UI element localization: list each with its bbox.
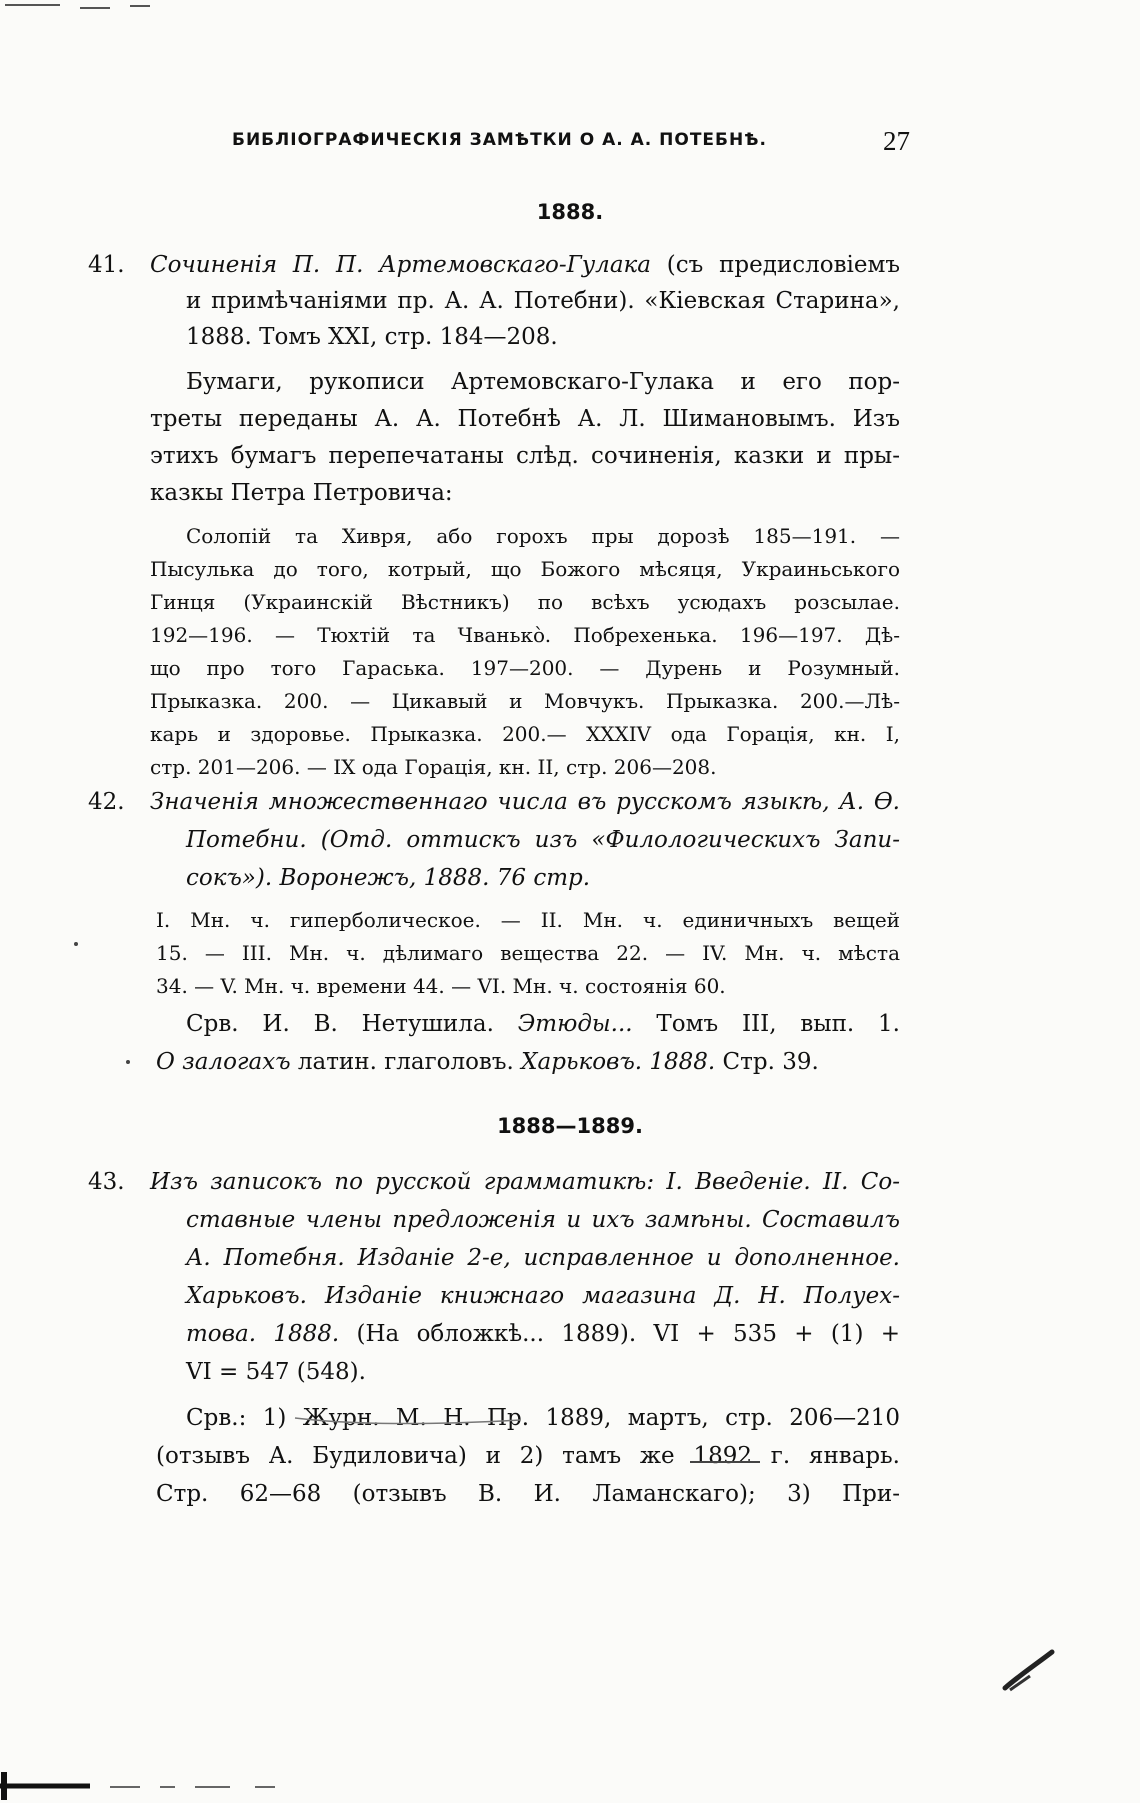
entry-line: това. 1888. (На обложкѣ... 1889). VI + 535 + (1) +	[186, 1321, 900, 1347]
entry-line: и примѣчанiями пр. А. А. Потебни). «Кiевская Старина»,	[186, 288, 900, 314]
entry-title-line: Значенiя множественнаго числа въ русскомъ языкѣ, А. Ѳ.	[150, 789, 900, 815]
entry-number: 41.	[88, 252, 125, 278]
work-title: Сочиненiя П. П. Артемовскаго-Гулака	[150, 252, 651, 278]
entry-title-line: Сочиненiя П. П. Артемовскаго-Гулака (съ предисловiемъ	[150, 252, 901, 278]
description-line: Бумаги, рукописи Артемовскаго-Гулака и его пор-	[186, 369, 900, 395]
entry-number: 42.	[88, 789, 125, 815]
section-year-1888-1889: 1888—1889.	[497, 1114, 643, 1138]
scan-dot	[74, 942, 78, 946]
entry-title-line: А. Потебня. Изданiе 2-е, исправленное и дополненное.	[186, 1245, 900, 1271]
entry-title-line: Потебни. (Отд. оттискъ изъ «Филологическихъ Запи-	[186, 827, 900, 853]
description-line: этихъ бумагъ перепечатаны слѣд. сочиненiя, казки и пры-	[150, 443, 900, 469]
entry-line: VI = 547 (548).	[186, 1359, 366, 1385]
compare-line: (отзывъ А. Будиловича) и 2) тамъ же 1892 г. январь.	[156, 1443, 900, 1469]
compare-line: Срв. И. В. Нетушила. Этюды... Томъ III, вып. 1.	[186, 1011, 900, 1037]
entry-title-line: Изъ записокъ по русской грамматикѣ: I. Введенiе. II. Со-	[150, 1169, 900, 1195]
compare-line: Срв.: 1) Журн. М. Н. Пр. 1889, мартъ, стр. 206—210	[186, 1405, 900, 1431]
scan-edge-mark	[5, 5, 150, 8]
entry-title-line: ставные члены предложенiя и ихъ замѣны. Составилъ	[186, 1207, 900, 1233]
compare-line: Стр. 62—68 (отзывъ В. И. Ламанскаго); 3) При-	[156, 1481, 900, 1507]
description-line: треты переданы А. А. Потебнѣ А. Л. Шимановымъ. Изъ	[150, 406, 900, 432]
pencil-stroke	[1005, 1652, 1052, 1688]
compare-line: О залогахъ латин. глаголовъ. Харьковъ. 1888. Стр. 39.	[156, 1049, 819, 1075]
contents-line: Пысулька до того, котрый, що Божого мѣсяця, Украиньського	[150, 557, 900, 581]
contents-line: I. Мн. ч. гиперболическое. — II. Мн. ч. единичныхъ вещей	[156, 908, 900, 932]
contents-line: Прыказка. 200. — Цикавый и Мовчукъ. Прыказка. 200.—Лѣ-	[150, 689, 900, 713]
entry-title-line: Харьковъ. Изданiе книжнаго магазина Д. Н. Полуех-	[186, 1283, 900, 1309]
contents-line: 192—196. — Тюхтiй та Чванькò. Побрехенька. 196—197. Дѣ-	[150, 623, 900, 647]
section-year-1888: 1888.	[536, 200, 604, 224]
contents-line: 34. — V. Мн. ч. времени 44. — VI. Мн. ч. состоянiя 60.	[156, 974, 726, 998]
entry-line: 1888. Томъ XXI, стр. 184—208.	[186, 324, 558, 350]
contents-line: стр. 201—206. — IX ода Горацiя, кн. II, стр. 206—208.	[150, 755, 717, 779]
contents-line: Солопiй та Хивря, або горохъ пры дорозѣ 185—191. —	[186, 524, 900, 548]
pencil-stroke	[1010, 1676, 1030, 1690]
running-title: БИБЛIОГРАФИЧЕСКIЯ ЗАМѢТКИ О А. А. ПОТЕБНѢ.	[232, 130, 767, 150]
contents-line: 15. — III. Мн. ч. дѣлимаго вещества 22. — IV. Мн. ч. мѣста	[156, 941, 900, 965]
contents-line: Гинця (Украинскiй Вѣстникъ) по всѣхъ усюдахъ розсылае.	[150, 590, 900, 614]
entry-number: 43.	[88, 1169, 125, 1195]
page-number: 27	[883, 126, 910, 156]
scan-dot	[126, 1060, 130, 1064]
entry-title-line: сокъ»). Воронежъ, 1888. 76 стр.	[186, 865, 591, 891]
contents-line: що про того Гараська. 197—200. — Дурень и Розумный.	[150, 656, 900, 680]
description-line: казкы Петра Петровича:	[150, 480, 453, 506]
contents-line: карь и здоровье. Прыказка. 200.— XXXIV ода Горацiя, кн. I,	[150, 722, 900, 746]
